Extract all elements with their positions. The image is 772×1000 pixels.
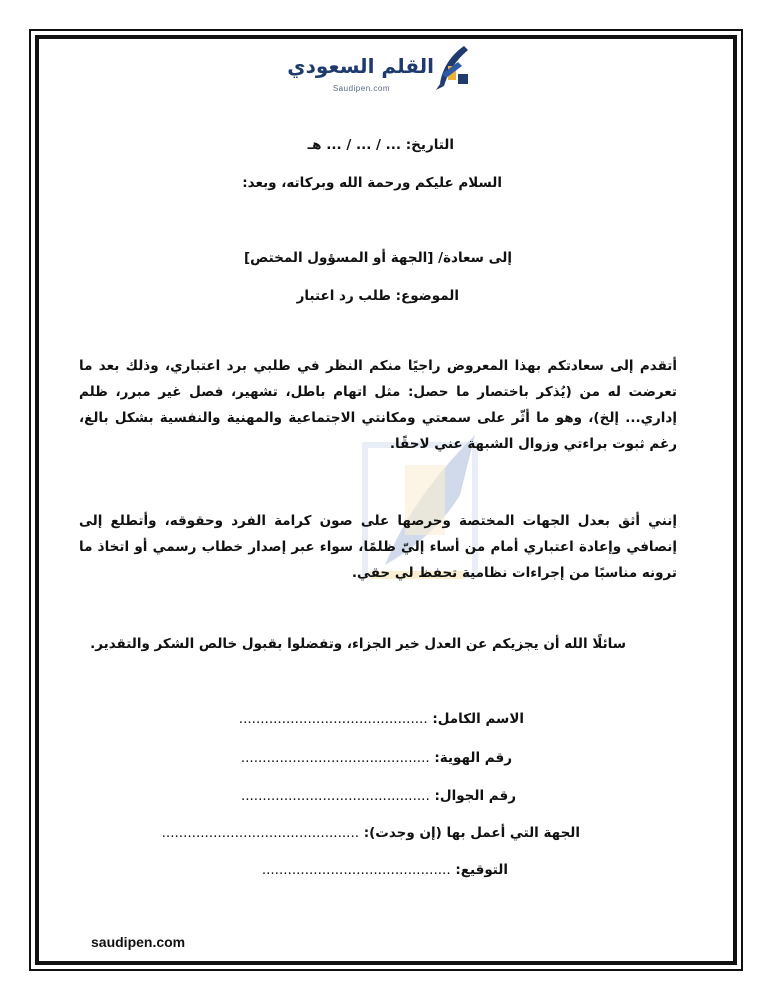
signature-label: التوقيع: (455, 862, 508, 878)
brand-name: القلم السعودي (287, 54, 434, 78)
employer-blank: .............................................. (161, 825, 360, 841)
recipient: إلى سعادة/ [الجهة أو المسؤول المختص] (244, 250, 512, 266)
subject: الموضوع: طلب رد اعتبار (296, 288, 459, 304)
date-line: التاريخ: ... / ... / ... هـ (307, 137, 454, 153)
mobile-blank: ............................................ (240, 788, 430, 804)
footer-website: saudipen.com (91, 934, 186, 950)
employer-field (162, 825, 580, 841)
full-name-field (239, 711, 524, 727)
mobile-label: رقم الجوال: (434, 788, 516, 804)
id-number-field (241, 750, 512, 766)
brand-logo (287, 44, 470, 102)
mobile-field (241, 788, 516, 804)
id-number-label: رقم الهوية: (434, 750, 512, 766)
brand-url: Saudipen.com (332, 84, 390, 93)
employer-label: الجهة التي أعمل بها (إن وجدت): (363, 825, 580, 841)
feather-pen-icon (434, 44, 470, 92)
signature-field (262, 862, 508, 878)
closing-line: سائلًا الله أن يجزيكم عن العدل خير الجزاء، وتفضلوا بقبول خالص الشكر والتقدير. (90, 636, 626, 652)
greeting: السلام عليكم ورحمة الله وبركاته، وبعد: (242, 175, 502, 191)
id-number-blank: ............................................ (240, 750, 430, 766)
body-paragraph-1: أتقدم إلى سعادتكم بهذا المعروض راجيًا منكم النظر في طلبي برد اعتباري، وذلك بعد ما تعرضت له من (يُذكر باختصار ما حصل: مثل اتهام باطل، تشهير، فصل غير مبرر، ظلم إداري... إلخ)، وهو ما أثّر على سمعتي ومكانتي الاجتماعية والمهنية والنفسية بشكل بالغ، رغم ثبوت براءتي وزوال الشبهة عني لاحقًا. (79, 358, 677, 452)
full-name-blank: ............................................ (238, 711, 428, 727)
signature-blank: ............................................ (261, 862, 451, 878)
full-name-label: الاسم الكامل: (432, 711, 524, 727)
body-paragraph-2: إنني أثق بعدل الجهات المختصة وحرصها على صون كرامة الفرد وحقوقه، وأتطلع إلى إنصافي وإعادة اعتباري أمام من أساء إليّ ظلمًا، سواء عبر إصدار خطاب رسمي أو اتخاذ ما ترونه مناسبًا من إجراءات نظامية تحفظ لي حقي. (79, 513, 677, 581)
